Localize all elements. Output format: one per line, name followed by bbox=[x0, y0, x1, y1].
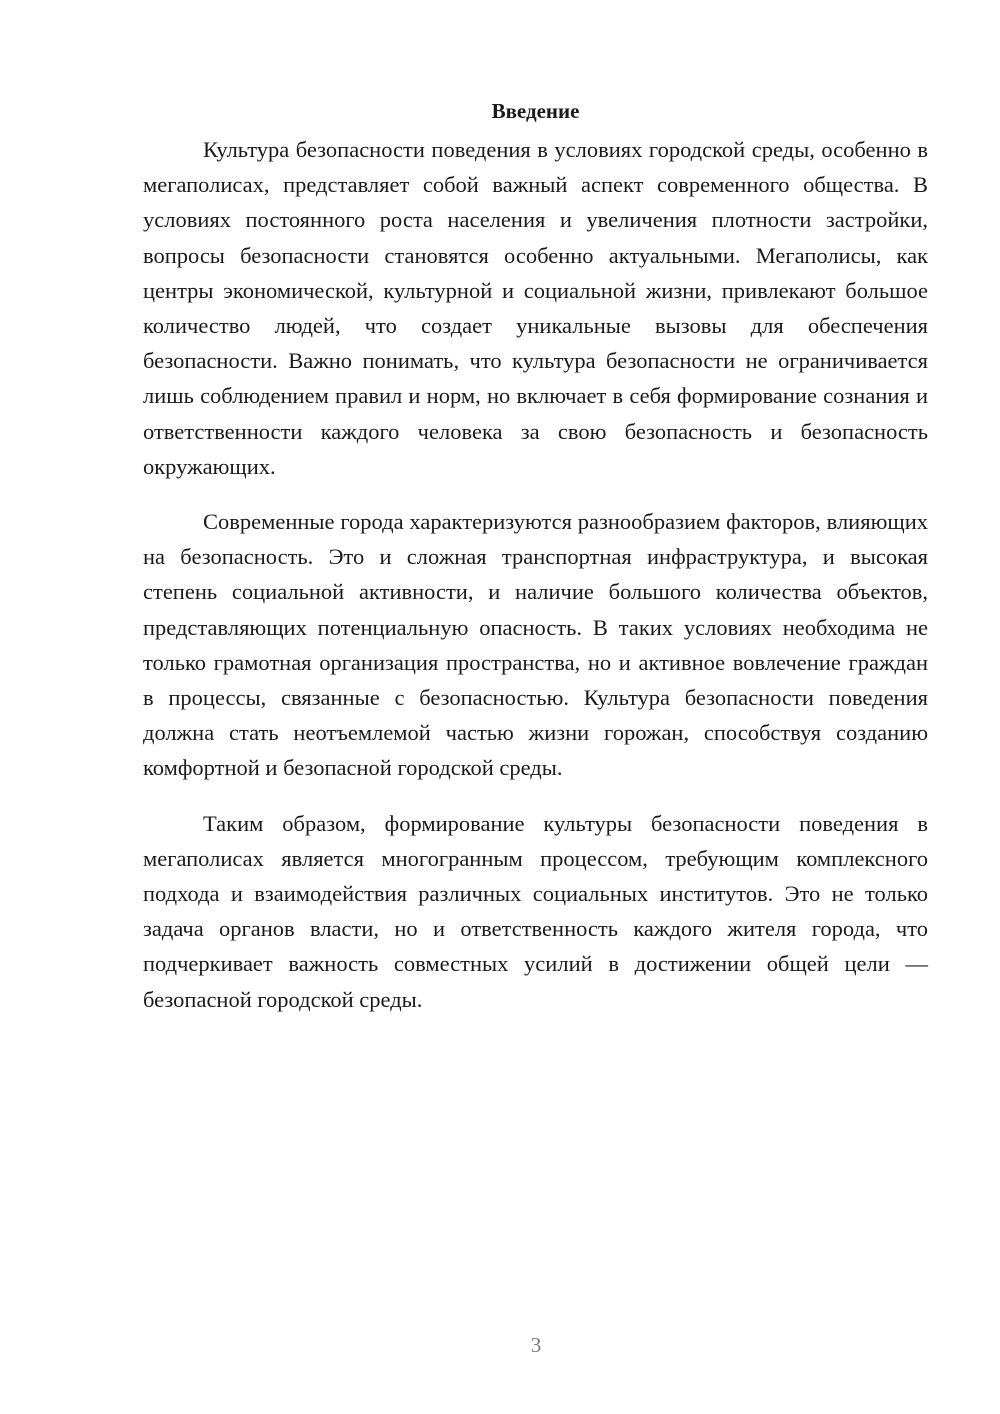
paragraph-2: Современные города характеризуются разнообразием факторов, влияющих на безопасность. Это и сложная транспортная инфраструктура, и высокая степень социальной активности, и наличие большого количества объектов, представляющих потенциальную опасность. В таких условиях необходима не только грамотная организация пространства, но и активное вовлечение граждан в процессы, связанные с безопасностью. Культура безопасности поведения должна стать неотъемлемой частью жизни горожан, способствуя созданию комфортной и безопасной городской среды. bbox=[143, 509, 928, 781]
page-number: 3 bbox=[530, 1333, 542, 1357]
paragraph-1: Культура безопасности поведения в условиях городской среды, особенно в мегаполисах, представляет собой важный аспект современного общества. В условиях постоянного роста населения и увеличения плотности застройки, вопросы безопасности становятся особенно актуальными. Мегаполисы, как центры экономической, культурной и социальной жизни, привлекают большое количество людей, что создает уникальные вызовы для обеспечения безопасности. Важно понимать, что культура безопасности не ограничивается лишь соблюдением правил и норм, но включает в себя формирование сознания и ответственности каждого человека за свою безопасность и безопасность окружающих. bbox=[143, 137, 928, 479]
paragraph-3: Таким образом, формирование культуры безопасности поведения в мегаполисах является многогранным процессом, требующим комплексного подхода и взаимодействия различных социальных институтов. Это не только задача органов власти, но и ответственность каждого жителя города, что подчеркивает важность совместных усилий в достижении общей цели — безопасной городской среды. bbox=[143, 810, 928, 1012]
section-heading: Введение bbox=[491, 99, 580, 123]
page-content bbox=[143, 96, 928, 1017]
